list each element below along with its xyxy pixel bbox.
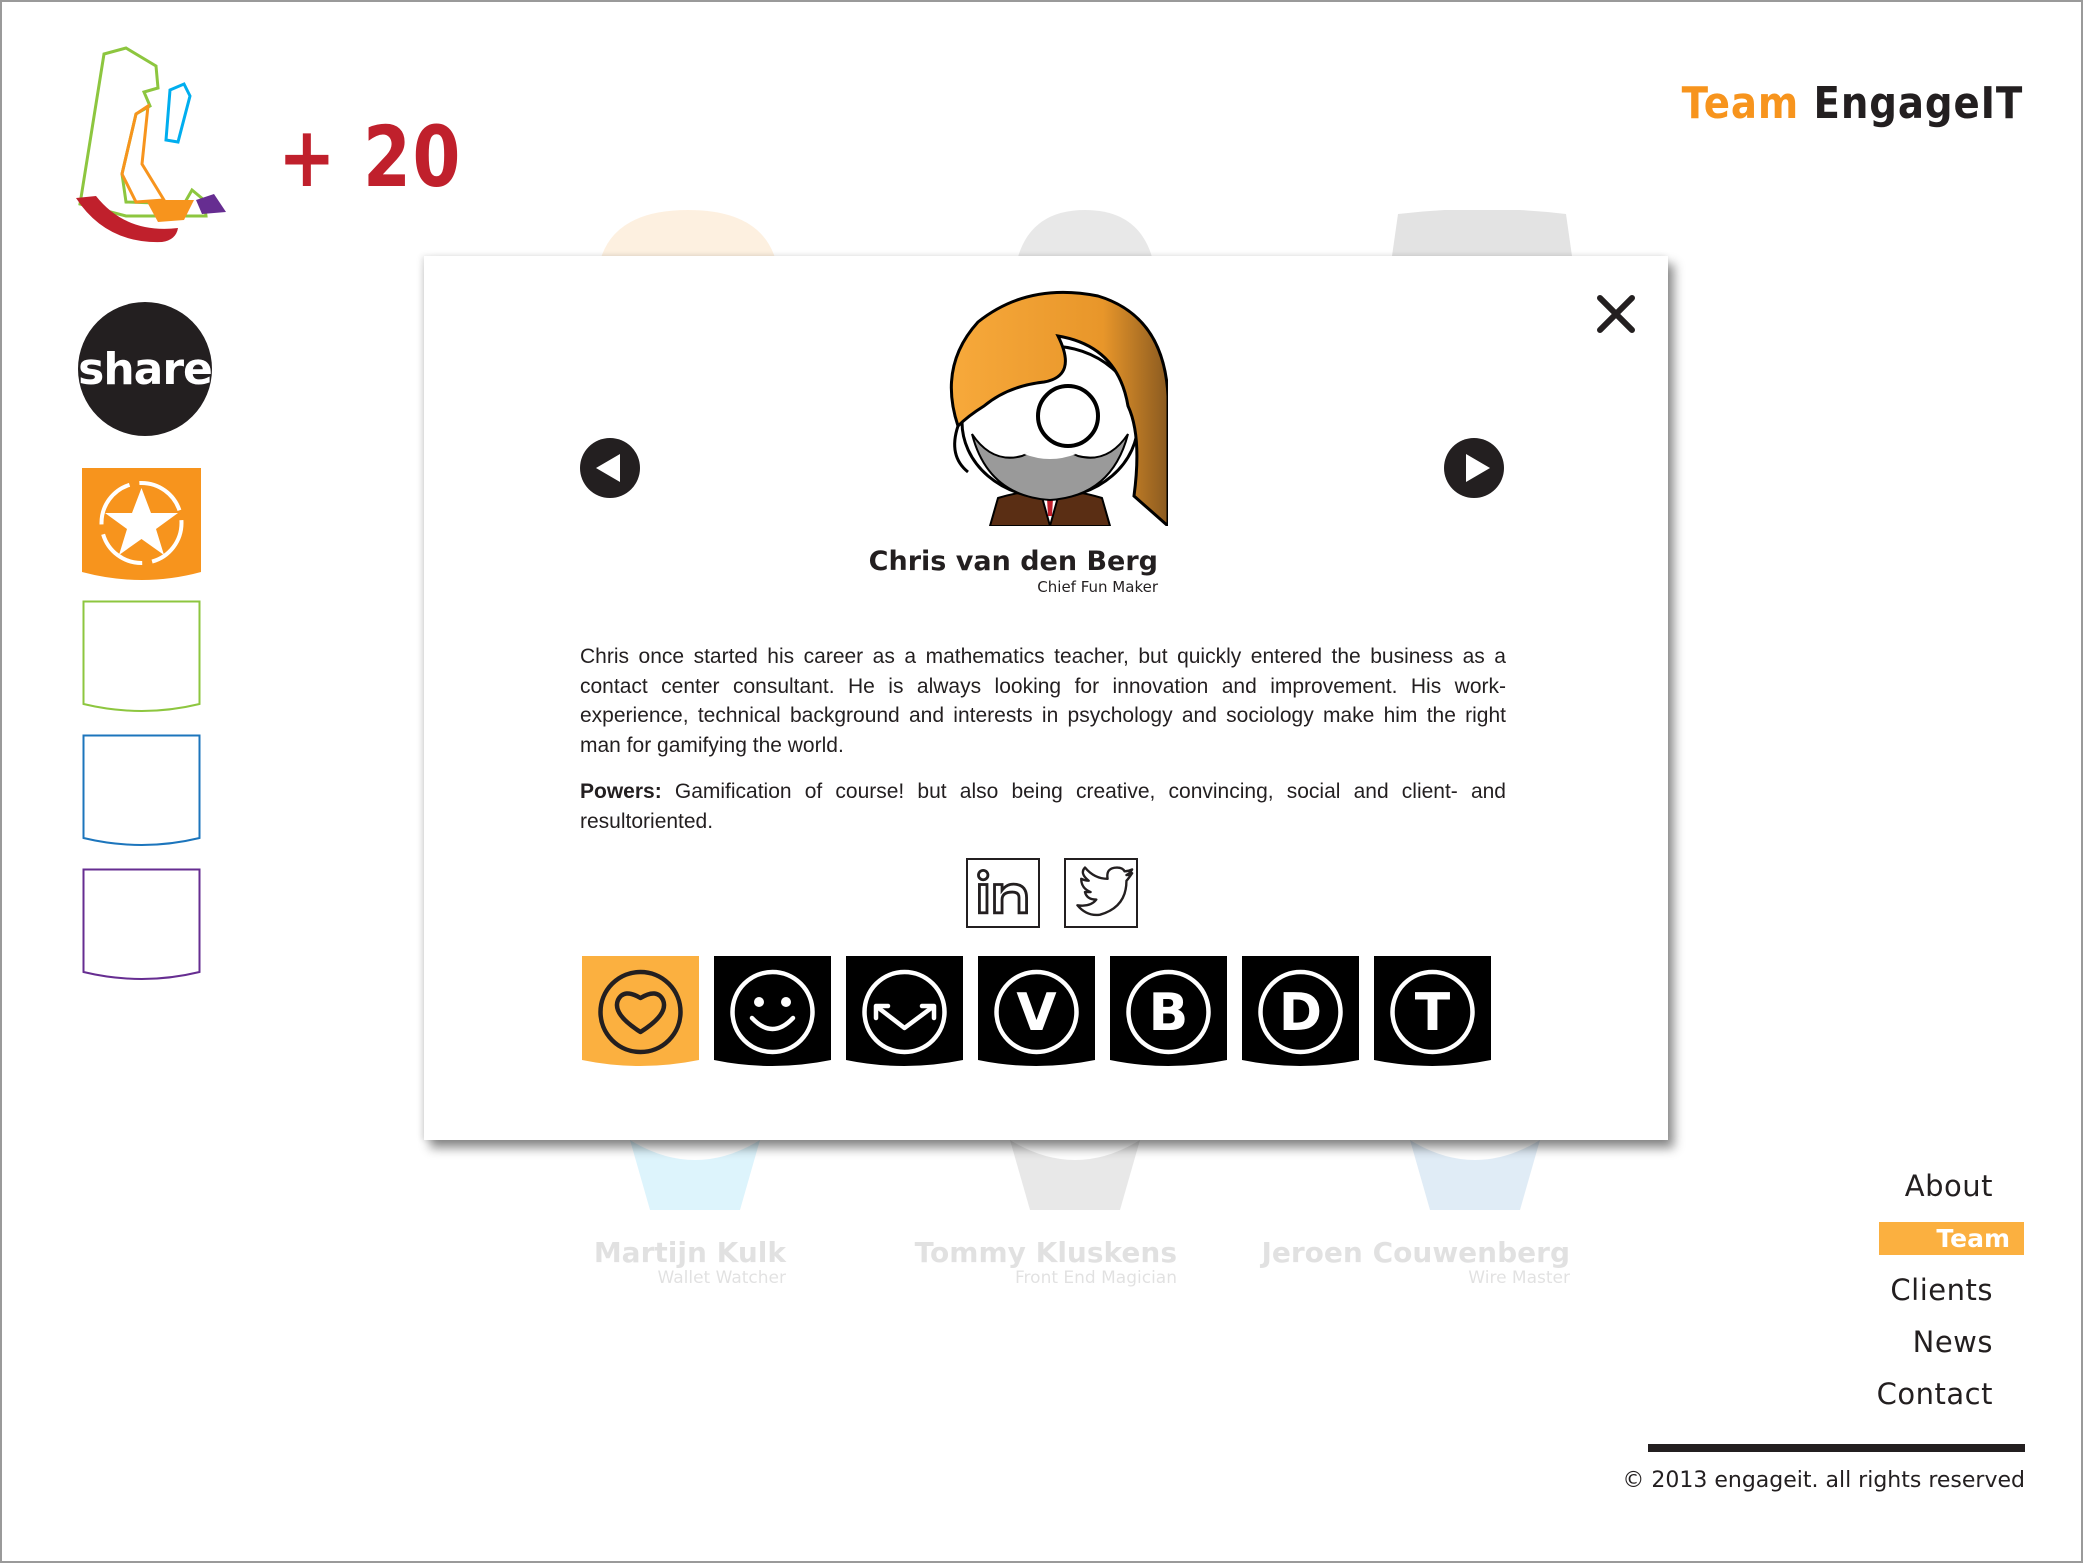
member-bio: Chris once started his career as a mathematics teacher, but quickly entered the business as a contact center consultant. He is always looking for innovation and improvement. His work-experience, technical background and interests in psychology and sociology make him the right man for gamifying the world. <box>580 645 1506 757</box>
member-avatar <box>928 286 1172 526</box>
member-powers <box>580 777 1506 836</box>
previous-member-button[interactable] <box>580 438 640 498</box>
letter-v-icon: V <box>1016 983 1057 1043</box>
ghost-name-3[interactable]: Jeroen Couwenberg <box>1261 1236 1570 1269</box>
ghost-avatar-bottom-3 <box>1410 1140 1540 1210</box>
copyright-text: © 2013 engageit. all rights reserved <box>1622 1468 2025 1493</box>
nav-clients[interactable]: Clients <box>1890 1273 1993 1307</box>
sidebar-tab-blue[interactable] <box>82 734 201 850</box>
badge-b[interactable] <box>1110 956 1227 1068</box>
sidebar-tab-green[interactable] <box>82 600 201 716</box>
ghost-role-3: Wire Master <box>1468 1268 1570 1288</box>
close-icon <box>1594 292 1638 336</box>
share-button[interactable]: share <box>78 302 212 436</box>
letter-b-icon: B <box>1148 983 1189 1043</box>
badge-smiley[interactable] <box>714 956 831 1068</box>
ghost-name-2[interactable]: Tommy Kluskens <box>914 1236 1177 1269</box>
next-member-button[interactable] <box>1444 438 1504 498</box>
team-member-modal <box>424 256 1668 1140</box>
member-role: Chief Fun Maker <box>1037 578 1158 596</box>
powers-text: Gamification of course! but also being creative, convincing, social and client- and resultoriented. <box>580 780 1506 833</box>
score-counter: + 20 <box>278 108 463 206</box>
brand-team: Team <box>1681 78 1799 129</box>
footer-divider <box>1648 1444 2025 1452</box>
ghost-avatar-bottom-2 <box>1010 1140 1140 1210</box>
letter-t-icon: T <box>1414 983 1451 1043</box>
twitter-icon <box>1066 860 1136 926</box>
engageit-logo[interactable] <box>66 44 236 266</box>
arrow-left-icon <box>580 438 640 498</box>
nav-news[interactable]: News <box>1912 1325 1993 1359</box>
brand-engageit: EngageIT <box>1813 78 2023 129</box>
badge-t[interactable] <box>1374 956 1491 1068</box>
sidebar-tab-purple[interactable] <box>82 868 201 984</box>
close-button[interactable] <box>1594 292 1638 336</box>
badge-heart[interactable] <box>582 956 699 1068</box>
ghost-role-1: Wallet Watcher <box>657 1268 786 1288</box>
ghost-name-1[interactable]: Martijn Kulk <box>593 1236 786 1269</box>
linkedin-button[interactable] <box>966 858 1040 928</box>
member-name: Chris van den Berg <box>868 546 1158 577</box>
sidebar-tab-star[interactable] <box>82 468 201 584</box>
linkedin-icon <box>968 860 1038 926</box>
nav-contact[interactable]: Contact <box>1876 1377 1993 1411</box>
powers-label: Powers: <box>580 780 662 803</box>
badge-d[interactable] <box>1242 956 1359 1068</box>
brand-title[interactable] <box>1681 78 2023 129</box>
letter-d-icon: D <box>1278 983 1323 1043</box>
nav-about[interactable]: About <box>1904 1169 1993 1203</box>
nav-team[interactable]: Team <box>1879 1222 2024 1255</box>
ghost-avatar-bottom-1 <box>630 1140 760 1210</box>
badge-v[interactable] <box>978 956 1095 1068</box>
arrow-right-icon <box>1444 438 1504 498</box>
ghost-role-2: Front End Magician <box>1015 1268 1177 1288</box>
badge-arrows[interactable] <box>846 956 963 1068</box>
twitter-button[interactable] <box>1064 858 1138 928</box>
